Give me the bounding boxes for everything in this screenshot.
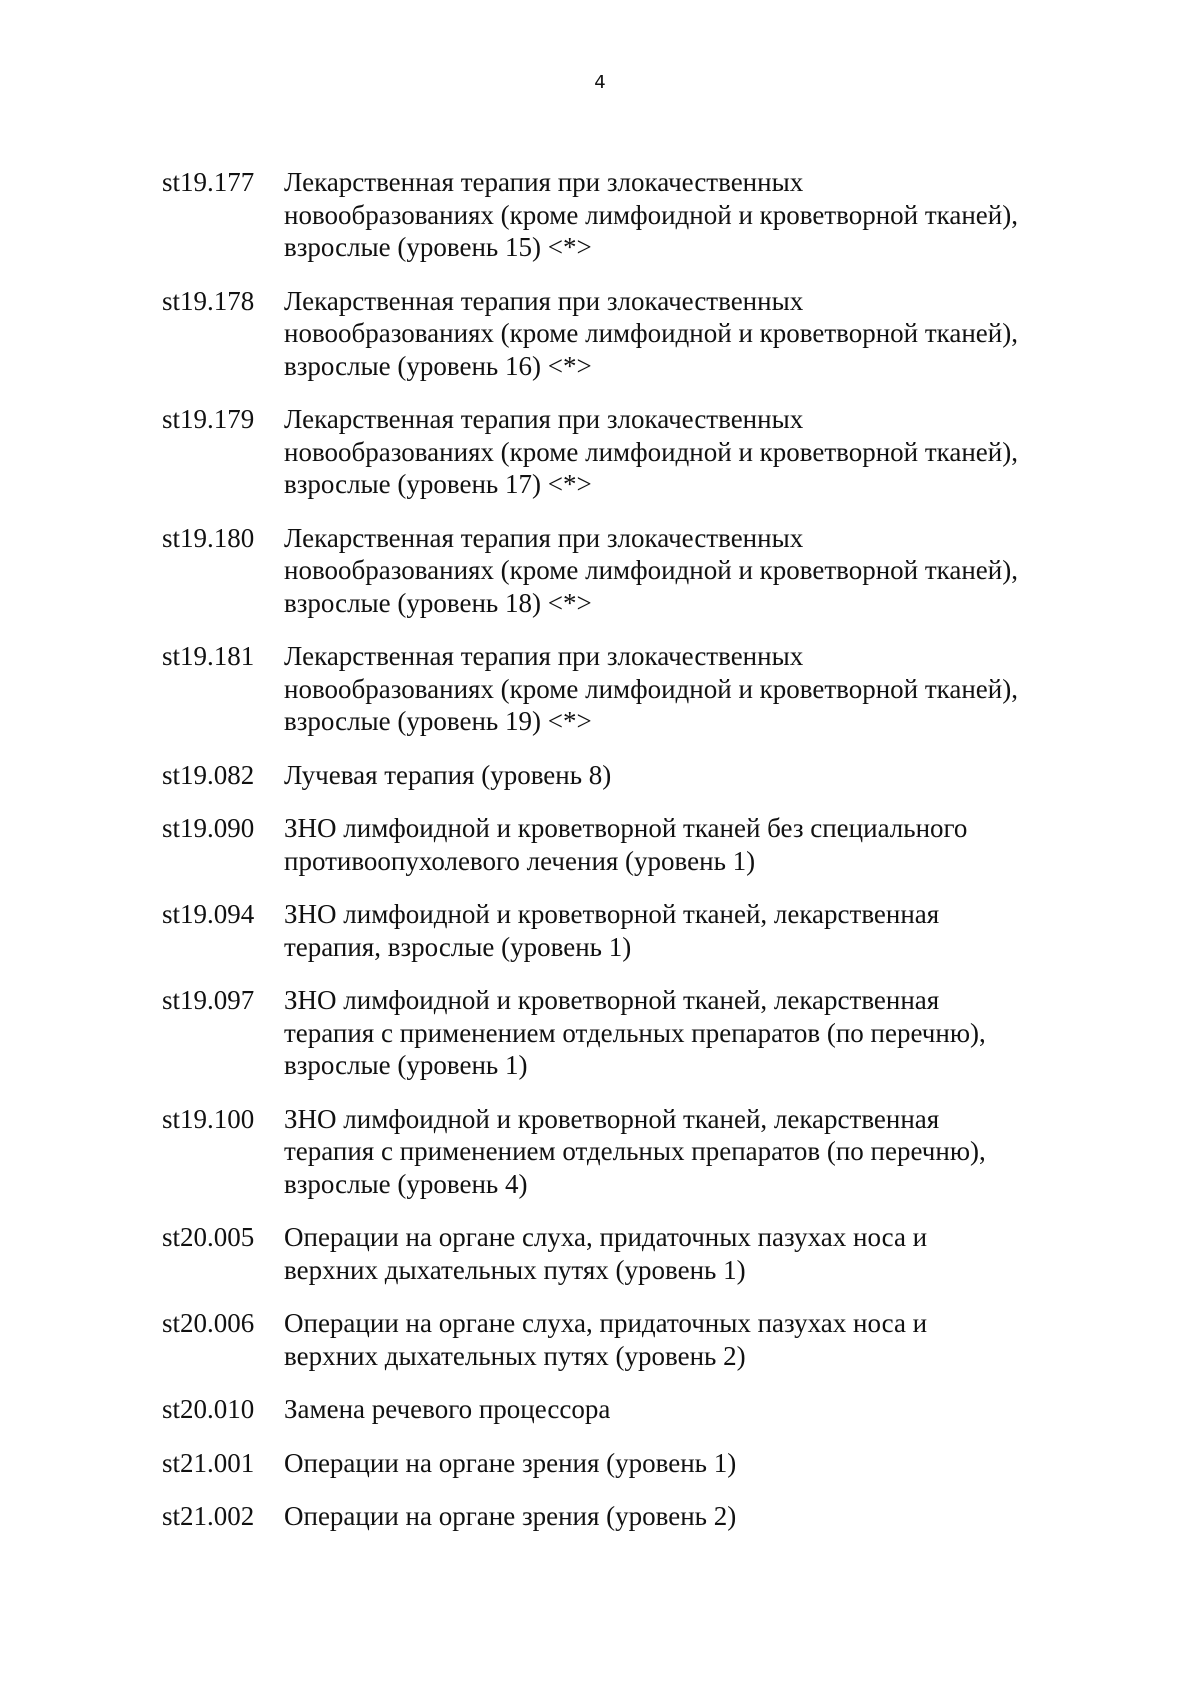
- entry-description-line: ЗНО лимфоидной и кроветворной тканей, лекарственная: [284, 985, 940, 1015]
- entry-code: st19.178: [162, 285, 255, 316]
- entry-description-line: Лекарственная терапия при злокачественных: [284, 167, 804, 197]
- entry-description: [284, 1447, 1102, 1480]
- entry-code: st21.001: [162, 1447, 255, 1478]
- entry-description-line: Замена речевого процессора: [284, 1394, 611, 1424]
- entry-description: [284, 1500, 1102, 1533]
- entry-description-line: взрослые (уровень 17) <*>: [284, 469, 592, 499]
- entry-description: [284, 984, 1102, 1082]
- entry-item: [162, 285, 1102, 383]
- entry-description: [284, 759, 1102, 792]
- entry-description-line: Лекарственная терапия при злокачественных: [284, 641, 804, 671]
- entry-code: st19.180: [162, 522, 255, 553]
- entry-description: [284, 403, 1102, 501]
- entry-code: st19.090: [162, 813, 255, 843]
- entry-item: [162, 522, 1102, 620]
- entry-code: st19.082: [162, 759, 255, 790]
- entry-item: [162, 812, 1102, 877]
- entry-item: [162, 1103, 1102, 1201]
- entry-item: [162, 1307, 1102, 1372]
- entry-item: [162, 1447, 1102, 1480]
- entry-description-line: Лекарственная терапия при злокачественных: [284, 404, 804, 434]
- entry-description-line: верхних дыхательных путях (уровень 2): [284, 1340, 746, 1371]
- entry-item: [162, 1500, 1102, 1533]
- page-number: 4: [594, 72, 606, 93]
- entry-description: [284, 285, 1102, 383]
- entry-description-line: взрослые (уровень 4): [284, 1168, 528, 1199]
- entry-item: [162, 1393, 1102, 1426]
- entry-description-line: Операции на органе слуха, придаточных пазухах носа и: [284, 1308, 928, 1338]
- entry-code: st20.006: [162, 1308, 255, 1338]
- entry-description-line: Лекарственная терапия при злокачественных: [284, 285, 804, 316]
- entry-list: [162, 166, 1102, 1554]
- entry-item: [162, 640, 1102, 738]
- entry-description-line: Лекарственная терапия при злокачественных: [284, 522, 804, 553]
- entry-item: [162, 759, 1102, 792]
- entry-code: st20.010: [162, 1394, 255, 1424]
- entry-description-line: терапия с применением отдельных препаратов (по перечню),: [284, 1017, 986, 1048]
- entry-code: st19.094: [162, 899, 255, 929]
- entry-item: [162, 984, 1102, 1082]
- entry-description: [284, 1221, 1102, 1286]
- entry-item: [162, 1221, 1102, 1286]
- entry-description-line: терапия с применением отдельных препаратов (по перечню),: [284, 1136, 986, 1166]
- entry-description-line: Операции на органе зрения (уровень 2): [284, 1501, 737, 1531]
- entry-description: [284, 898, 1102, 963]
- entry-description-line: взрослые (уровень 19) <*>: [284, 706, 592, 736]
- entry-description-line: новообразованиях (кроме лимфоидной и кроветворной тканей),: [284, 318, 1018, 348]
- entry-description: [284, 1103, 1102, 1201]
- entry-description: [284, 1307, 1102, 1372]
- entry-description: [284, 166, 1102, 264]
- entry-description-line: новообразованиях (кроме лимфоидной и кроветворной тканей),: [284, 555, 1018, 585]
- entry-item: [162, 166, 1102, 264]
- entry-description-line: ЗНО лимфоидной и кроветворной тканей, лекарственная: [284, 899, 940, 929]
- entry-code: st20.005: [162, 1222, 255, 1252]
- entry-description-line: верхних дыхательных путях (уровень 1): [284, 1254, 746, 1285]
- entry-description: [284, 812, 1102, 877]
- entry-description: [284, 522, 1102, 620]
- entry-description: [284, 640, 1102, 738]
- entry-description-line: ЗНО лимфоидной и кроветворной тканей без специального: [284, 813, 968, 843]
- entry-description-line: ЗНО лимфоидной и кроветворной тканей, лекарственная: [284, 1103, 940, 1134]
- entry-code: st19.100: [162, 1103, 255, 1134]
- entry-item: [162, 403, 1102, 501]
- entry-description-line: терапия, взрослые (уровень 1): [284, 931, 632, 962]
- entry-code: st19.179: [162, 404, 255, 434]
- entry-description-line: новообразованиях (кроме лимфоидной и кроветворной тканей),: [284, 436, 1018, 467]
- entry-code: st19.097: [162, 985, 255, 1015]
- entry-description-line: взрослые (уровень 1): [284, 1050, 528, 1080]
- entry-code: st21.002: [162, 1501, 255, 1531]
- entry-description-line: Лучевая терапия (уровень 8): [284, 759, 612, 790]
- entry-description-line: Операции на органе слуха, придаточных пазухах носа и: [284, 1222, 928, 1252]
- entry-code: st19.177: [162, 167, 255, 197]
- entry-description-line: взрослые (уровень 16) <*>: [284, 350, 592, 381]
- entry-description-line: противоопухолевого лечения (уровень 1): [284, 845, 756, 876]
- entry-description-line: взрослые (уровень 15) <*>: [284, 232, 592, 262]
- entry-description-line: Операции на органе зрения (уровень 1): [284, 1447, 737, 1478]
- entry-description: [284, 1393, 1102, 1426]
- entry-description-line: новообразованиях (кроме лимфоидной и кроветворной тканей),: [284, 673, 1018, 704]
- entry-item: [162, 898, 1102, 963]
- entry-description-line: взрослые (уровень 18) <*>: [284, 587, 592, 618]
- entry-description-line: новообразованиях (кроме лимфоидной и кроветворной тканей),: [284, 199, 1018, 230]
- entry-code: st19.181: [162, 641, 255, 671]
